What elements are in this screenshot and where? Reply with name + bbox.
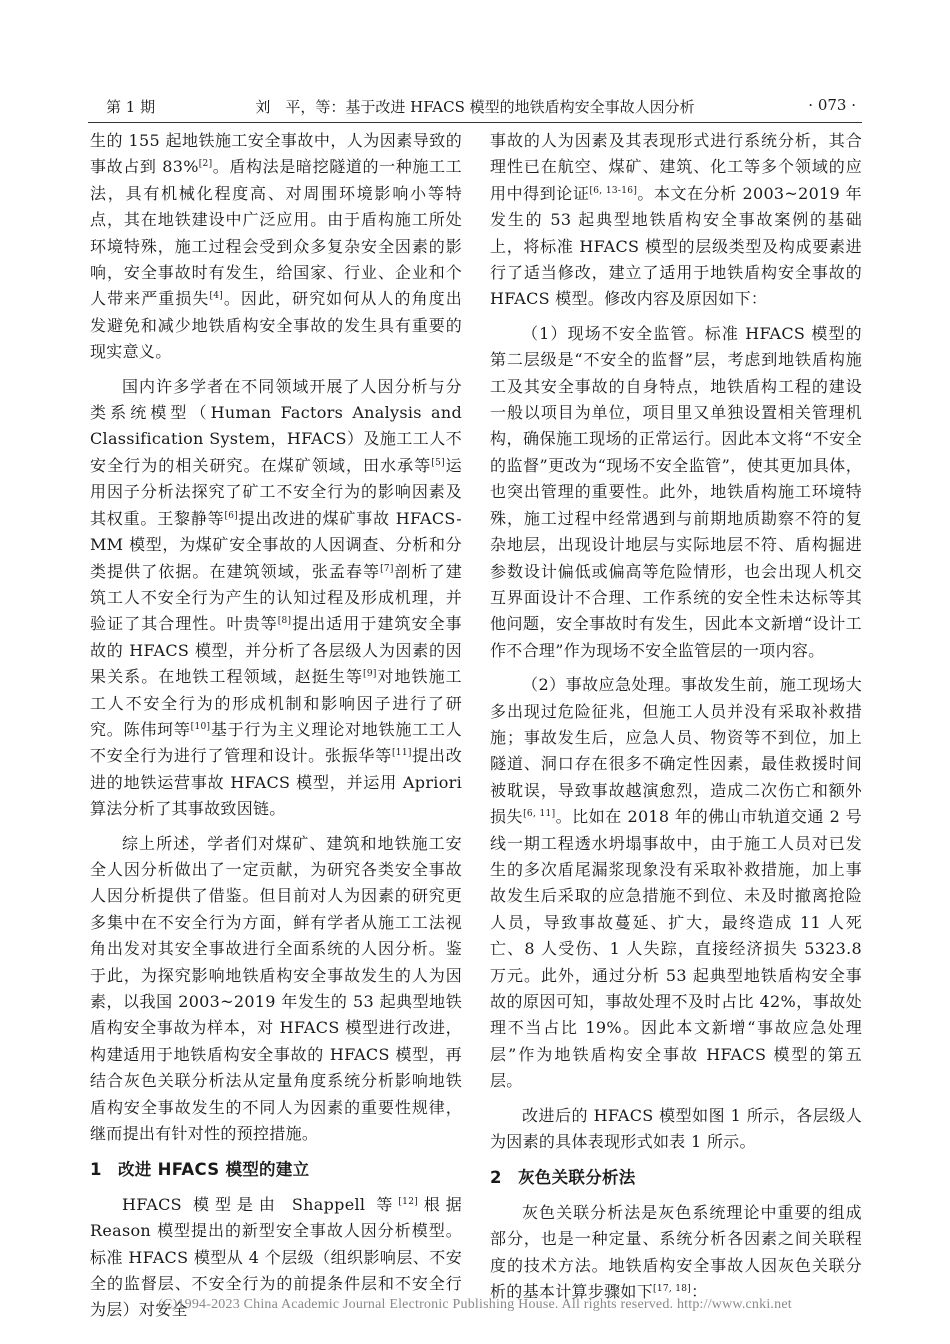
citation[interactable]: [7] bbox=[380, 563, 394, 574]
paragraph: （2）事故应急处理。事故发生前，施工现场大多出现过危险征兆，但施工人员并没有采取补救措施；事故发生后，应急人员、物资等不到位，加上隧道、洞口存在很多不确定性因素，最佳救援时间被耽误，导致事故越演愈烈，造成二次伤亡和额外损失[6, 11]。比如在 2018 年的佛山市轨道交通 2 号线一期工程透水坍塌事故中，由于施工人员对已发生的多次盾尾漏浆现象没有采取补救措施，加上事故发生后采取的应急措施不到位、未及时撤离抢险人员，导致事故蔓延、扩大，最终造成 11 人死亡、8 人受伤、1 人失踪，直接经济损失 5323.8 万元。此外，通过分析 53 起典型地铁盾构安全事故的原因可知，事故处理不及时占比 42%，事故处理不当占比 19%。因此本文新增“事故应急处理层”作为地铁盾构安全事故 HFACS 模型的第五层。 bbox=[490, 675, 862, 1091]
section-heading-2: 2 灰色关联分析法 bbox=[490, 1168, 636, 1188]
paragraph: （1）现场不安全监管。标准 HFACS 模型的第二层级是“不安全的监督”层，考虑到地铁盾构施工及其安全事故的自身特点，地铁盾构工程的建设一般以项目为单位，项目里又单独设置相关管理机构，确保施工现场的正常运行。因此本文将“不安全的监督”更改为“现场不安全监管”，使其更加具体，也突出管理的重要性。此外，地铁盾构施工环境特殊，施工过程中经常遇到与前期地质勘察不符的复杂地层，出现设计地层与实际地层不符、盾构掘进参数设计偏低或偏高等危险情形，也会出现人机交互界面设计不合理、工作系统的安全性未达标等其他问题，安全事故时有发生，因此本文新增“设计工作不合理”作为现场不安全监管层的一项内容。 bbox=[490, 323, 862, 660]
header-rule bbox=[88, 122, 862, 123]
section-heading-1: 1 改进 HFACS 模型的建立 bbox=[90, 1160, 310, 1180]
paragraph: 改进后的 HFACS 模型如图 1 所示，各层级人为因素的具体表现形式如表 1 所示。 bbox=[490, 1105, 862, 1152]
citation[interactable]: [9] bbox=[363, 669, 377, 680]
citation[interactable]: [12] bbox=[398, 1196, 419, 1207]
running-header bbox=[88, 96, 862, 122]
page-number: · 073 · bbox=[808, 96, 856, 114]
paragraph: 综上所述，学者们对煤矿、建筑和地铁施工安全人因分析做出了一定贡献，为研究各类安全事故人因分析提供了借鉴。但目前对人为因素的研究更多集中在不安全行为方面，鲜有学者从施工工法视角出发对其安全事故进行全面系统的人因分析。鉴于此，为探究影响地铁盾构安全事故发生的人为因素，以我国 2003~2019 年发生的 53 起典型地铁盾构安全事故为样本，对 HFACS 模型进行改进，构建适用于地铁盾构安全事故的 HFACS 模型，再结合灰色关联分析法从定量角度系统分析影响地铁盾构安全事故发生的不同人为因素的重要性规律，继而提出有针对性的预控措施。 bbox=[90, 833, 462, 1144]
citation[interactable]: [6, 13-16] bbox=[589, 185, 638, 196]
paragraph: 国内许多学者在不同领域开展了人因分析与分类系统模型（Human Factors Analysis and Classification System，HFACS）及施工工人不安全行为的相关研究。在煤矿领域，田水承等[5]运用因子分析法探究了矿工不安全行为的影响因素及其权重。王黎静等[6]提出改进的煤矿事故 HFACS-MM 模型，为煤矿安全事故的人因调查、分析和分类提供了依据。在建筑领域，张孟春等[7]剖析了建筑工人不安全行为产生的认知过程及形成机理，并验证了其合理性。叶贵等[8]提出适用于建筑安全事故的 HFACS 模型，并分析了各层级人为因素的因果关系。在地铁工程领域，赵挺生等[9]对地铁施工工人不安全行为的形成机制和影响因子进行了研究。陈伟珂等[10]基于行为主义理论对地铁施工工人不安全行为进行了管理和设计。张振华等[11]提出改进的地铁运营事故 HFACS 模型，并运用 Apriori 算法分析了其事故致因链。 bbox=[90, 376, 463, 819]
issue-number: 第 1 期 bbox=[106, 98, 156, 116]
citation[interactable]: [4] bbox=[209, 291, 224, 302]
paragraph: HFACS 模型是由 Shappell 等[12]根据 Reason 模型提出的新型安全事故人因分析模型。标准 HFACS 模型从 4 个层级（组织影响层、不安全的监督层、不安全行为的前提条件层和不安全行为层）对安全 bbox=[90, 1194, 462, 1320]
left-column bbox=[90, 128, 462, 1324]
right-column bbox=[490, 128, 862, 1305]
citation[interactable]: [6, 11] bbox=[523, 809, 556, 820]
citation[interactable]: [8] bbox=[277, 616, 292, 627]
citation[interactable]: [17, 18] bbox=[653, 1284, 692, 1295]
citation[interactable]: [11] bbox=[391, 748, 412, 759]
citation[interactable]: [2] bbox=[198, 159, 213, 170]
copyright-footer: (C)1994-2023 China Academic Journal Electronic Publishing House. All rights reserved. http://www.cnki.net bbox=[158, 1297, 792, 1312]
citation[interactable]: [10] bbox=[190, 721, 211, 732]
citation[interactable]: [6] bbox=[224, 510, 239, 521]
paragraph: 事故的人为因素及其表现形式进行系统分析，其合理性已在航空、煤矿、建筑、化工等多个领域的应用中得到论证[6, 13-16]。本文在分析 2003~2019 年发生的 53 起典型地铁盾构安全事故案例的基础上，将标准 HFACS 模型的层级类型及构成要素进行了适当修改，建立了适用于地铁盾构安全事故的 HFACS 模型。修改内容及原因如下： bbox=[490, 131, 862, 309]
running-title: 刘 平，等：基于改进 HFACS 模型的地铁盾构安全事故人因分析 bbox=[255, 98, 695, 116]
citation[interactable]: [5] bbox=[431, 457, 445, 468]
paragraph: 生的 155 起地铁施工安全事故中，人为因素导致的事故占到 83%[2]。盾构法是暗挖隧道的一种施工工法，具有机械化程度高、对周围环境影响小等特点，其在地铁建设中广泛应用。由于盾构施工所处环境特殊，施工过程会受到众多复杂安全因素的影响，安全事故时有发生，给国家、行业、企业和个人带来严重损失[4]。因此，研究如何从人的角度出发避免和减少地铁盾构安全事故的发生具有重要的现实意义。 bbox=[90, 131, 462, 362]
paragraph: 灰色关联分析法是灰色系统理论中重要的组成部分，也是一种定量、系统分析各因素之间关联程度的技术方法。地铁盾构安全事故人因灰色关联分析的基本计算步骤如下[17, 18]： bbox=[490, 1202, 862, 1302]
